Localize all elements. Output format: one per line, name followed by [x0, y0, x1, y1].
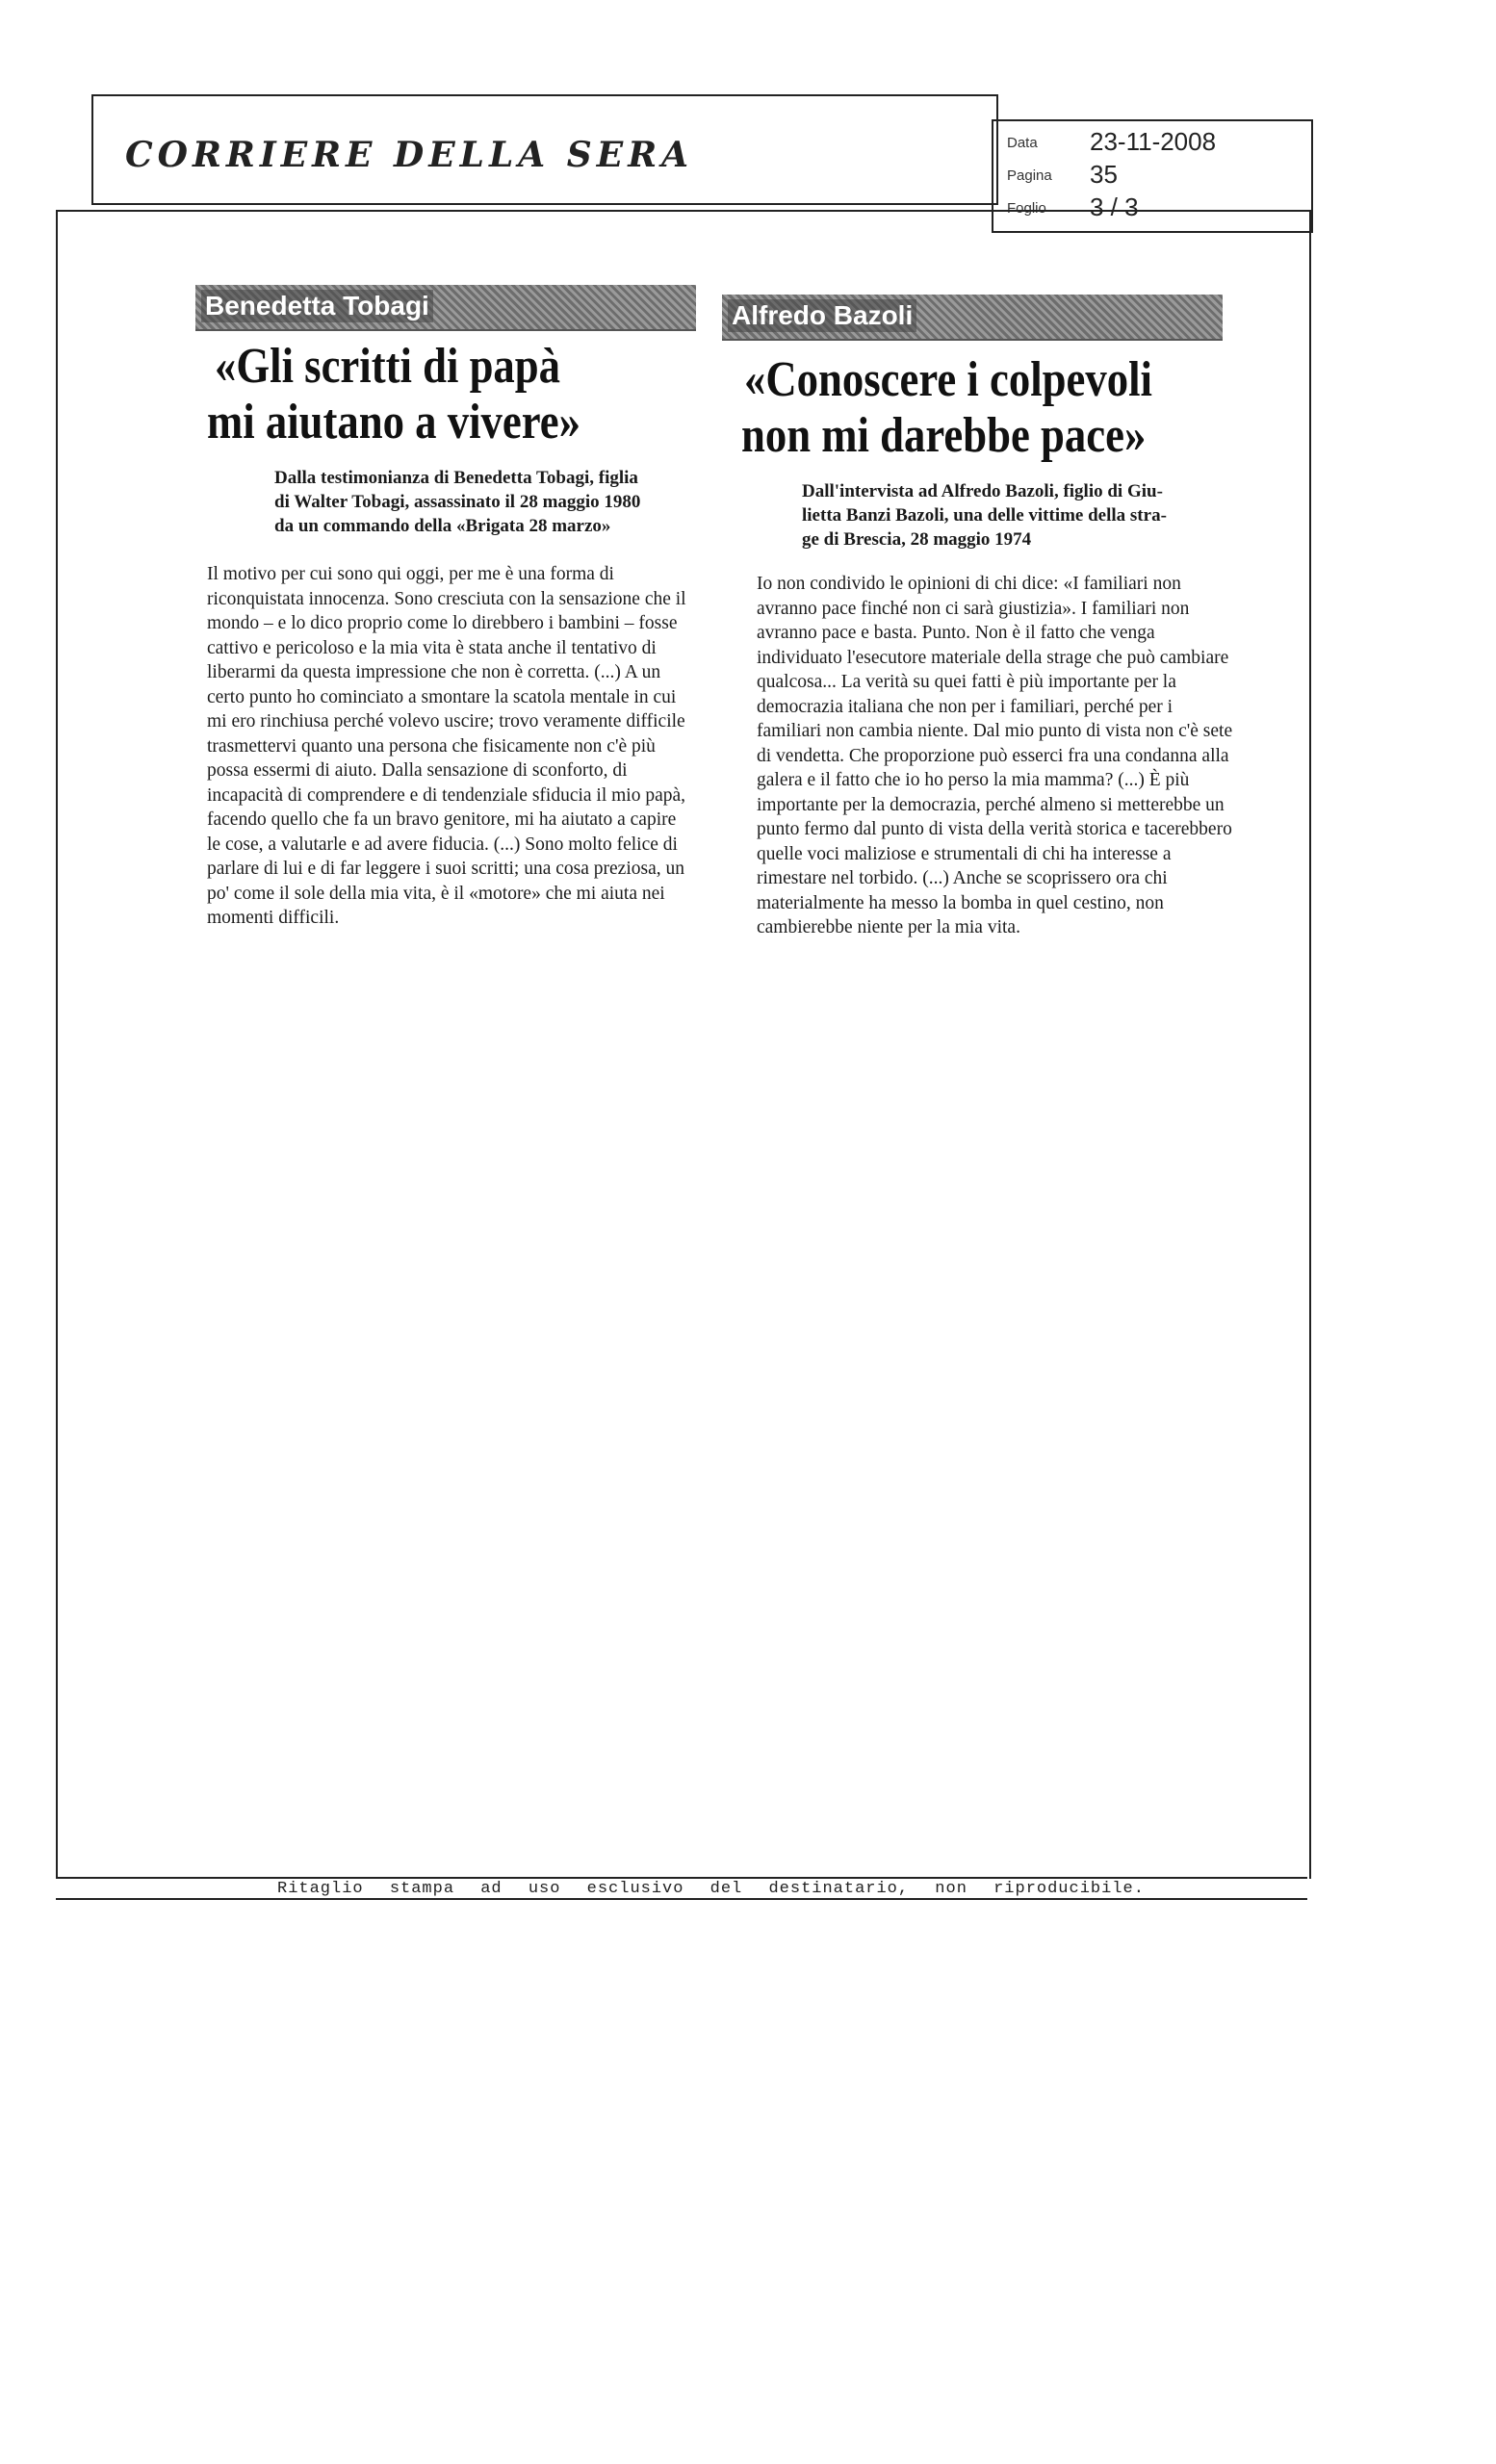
right-standfirst [802, 479, 1235, 552]
right-standfirst-line-1: Dall'intervista ad Alfredo Bazoli, figlio di Giu- [802, 481, 1163, 501]
page-value: 35 [1090, 160, 1118, 189]
left-standfirst [274, 466, 708, 538]
right-article-body: Io non condivido le opinioni di chi dice: «I familiari non avranno pace finché non ci sarà giustizia». I familiari non avranno pace e basta. Punto. Non è il fatto che venga individuato l'esecutore materiale della strage che può cambiare qualcosa... La verità su quei fatti è più importante per la democrazia italiana che non per i familiari, perché per i familiari non cambia niente. Dal mio punto di vista non c'è sete di vendetta. Che proporzione può esserci fra una condanna alla galera e il fatto che io ho perso la mia mamma? (...) È più importante per la democrazia, perché almeno si metterebbe un punto fermo dal punto di vista della verità storica e tacerebbero quelle voci maliziose e strumentali di chi ha interesse a rimestare nel torbido. (...) Anche se scoprissero ora chi materialmente ha messo la bomba in quel cestino, non cambierebbe niente per la mia vita. [757, 574, 1233, 937]
left-article-body: Il motivo per cui sono qui oggi, per me è una forma di riconquistata innocenza. Sono cresciuta con la sensazione che il mondo – e lo dico proprio come lo direbbero i bambini – fosse cattivo e pericoloso e la mia vita è stata anche il tentativo di liberarmi da questa impressione che non è corretta. (...) A un certo punto ho cominciato a smontare la scatola mentale in cui mi ero rinchiusa perché volevo uscire; trovo veramente difficile trasmettervi quanto una persona che fisicamente non c'è più possa essermi di aiuto. Dalla sensazione di sconforto, di incapacità di comprendere e di tendenziale sfiducia il mio papà, facendo quello che fa un bravo genitore, mi ha aiutato a capire le cose, a valutarle e ad avere fiducia. (...) Sono molto felice di parlare di lui e di far leggere i suoi scritti; una cosa preziosa, un po' come il sole della mia vita, è il «motore» che mi aiuta nei momenti difficili. [207, 564, 686, 928]
sheet-label: Foglio [1007, 200, 1046, 217]
left-standfirst-line-3: da un commando della «Brigata 28 marzo» [274, 516, 611, 536]
footer-rule-top [56, 1877, 1307, 1879]
right-headline-line-1: «Conoscere i colpevoli [744, 352, 1152, 407]
date-value: 23-11-2008 [1090, 127, 1217, 156]
sheet-value: 3 / 3 [1090, 192, 1139, 221]
right-headline-line-2: non mi darebbe pace» [741, 408, 1147, 463]
left-standfirst-line-1: Dalla testimonianza di Benedetta Tobagi, figlia [274, 468, 638, 488]
left-standfirst-line-2: di Walter Tobagi, assassinato il 28 maggio 1980 [274, 492, 641, 512]
right-kicker-bar [722, 295, 1223, 341]
left-kicker: Benedetta Tobagi [201, 290, 433, 322]
left-kicker-bar [195, 285, 696, 331]
right-kicker: Alfredo Bazoli [728, 299, 916, 332]
left-headline-line-1: «Gli scritti di papà [215, 339, 561, 394]
date-label: Data [1007, 135, 1038, 151]
newspaper-masthead: CORRIERE DELLA SERA [125, 135, 694, 175]
footer-rule-bottom [56, 1898, 1307, 1900]
left-headline-line-2: mi aiutano a vivere» [207, 395, 580, 449]
page-label: Pagina [1007, 167, 1052, 184]
right-standfirst-line-3: ge di Brescia, 28 maggio 1974 [802, 529, 1032, 550]
clipping-notice: Ritaglio stampa ad uso esclusivo del destinatario, non riproducibile. [277, 1880, 1145, 1898]
right-standfirst-line-2: lietta Banzi Bazoli, una delle vittime della stra- [802, 505, 1167, 526]
